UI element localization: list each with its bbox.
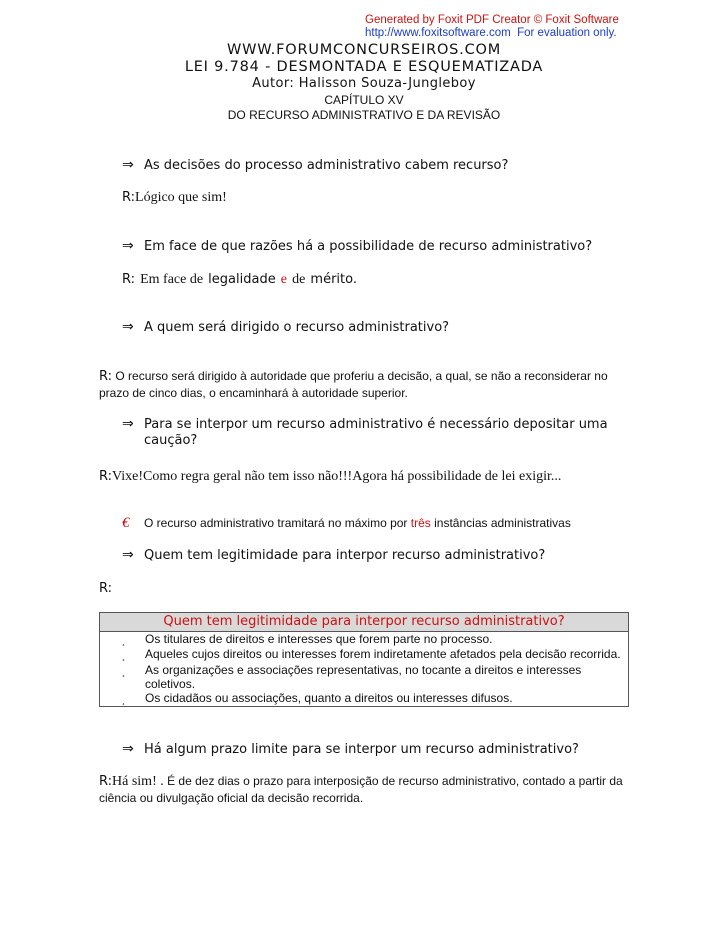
answer-3-line2: prazo de cinco dias, o encaminhará à autoridade superior. bbox=[99, 386, 408, 400]
question-2 bbox=[122, 238, 592, 254]
arrow-icon: ⇒ bbox=[122, 157, 134, 173]
table-row-text: As organizações e associações representativas, no tocante a direitos e interesses bbox=[145, 663, 582, 677]
bullet-icon: ¸ bbox=[122, 636, 126, 647]
answer-1-text: Lógico que sim! bbox=[135, 190, 227, 205]
answer-5-label: R: bbox=[99, 581, 113, 596]
answer-2-e: e bbox=[280, 272, 288, 287]
answer-3 bbox=[99, 368, 629, 402]
note-post: instâncias administrativas bbox=[434, 516, 571, 530]
question-6-text: Há algum prazo limite para se interpor um recurso administrativo? bbox=[144, 742, 579, 757]
question-4-line2: caução? bbox=[144, 433, 198, 448]
question-6 bbox=[122, 741, 579, 757]
answer-2-de: de bbox=[292, 272, 306, 287]
question-4-line1: Para se interpor um recurso administrativo é necessário depositar uma bbox=[144, 417, 608, 432]
question-5-text: Quem tem legitimidade para interpor recurso administrativo? bbox=[144, 548, 546, 563]
question-5 bbox=[122, 547, 545, 563]
answer-4 bbox=[99, 465, 561, 485]
table-row-text: Os titulares de direitos e interesses que forem parte no processo. bbox=[145, 632, 493, 646]
watermark-url[interactable]: http://www.foxitsoftware.com bbox=[365, 27, 511, 39]
header-law-title: LEI 9.784 - DESMONTADA E ESQUEMATIZADA bbox=[184, 59, 544, 75]
note-instancias bbox=[122, 515, 571, 532]
watermark-note: For evaluation only. bbox=[517, 27, 617, 39]
header-chapter-title: DO RECURSO ADMINISTRATIVO E DA REVISÃO bbox=[227, 108, 501, 122]
bullet-icon: ¸ bbox=[122, 667, 126, 678]
answer-6-lead: Há sim! . bbox=[112, 774, 164, 789]
header-chapter: CAPÍTULO XV bbox=[324, 93, 404, 107]
answer-1 bbox=[122, 186, 227, 206]
answer-2-merito: mérito. bbox=[310, 272, 357, 287]
header-site: WWW.FORUMCONCURSEIROS.COM bbox=[226, 42, 502, 58]
answer-label: R: bbox=[122, 190, 136, 205]
answer-6 bbox=[99, 773, 634, 807]
question-1 bbox=[122, 157, 508, 173]
answer-6-line2: ciência ou divulgação oficial da decisão recorrida. bbox=[99, 791, 364, 805]
legitimidade-table bbox=[99, 612, 629, 707]
watermark-line2 bbox=[365, 27, 617, 39]
answer-2 bbox=[122, 268, 357, 288]
answer-label: R: bbox=[99, 369, 113, 384]
bullet-icon: ¸ bbox=[122, 695, 126, 706]
question-3 bbox=[122, 319, 449, 335]
answer-label: R: bbox=[99, 774, 113, 789]
question-3-text: A quem será dirigido o recurso administrativo? bbox=[144, 320, 450, 335]
answer-2-pre: Em face de bbox=[140, 272, 204, 287]
note-pre: O recurso administrativo tramitará no máximo por bbox=[144, 516, 408, 530]
answer-2-legalidade: legalidade bbox=[208, 272, 276, 287]
question-4 bbox=[122, 416, 608, 432]
bullet-icon: ¸ bbox=[122, 651, 126, 662]
table-header: Quem tem legitimidade para interpor recurso administrativo? bbox=[100, 613, 628, 632]
watermark-line1: Generated by Foxit PDF Creator © Foxit Software bbox=[365, 14, 619, 26]
table-row-text: Os cidadãos ou associações, quanto a direitos ou interesses difusos. bbox=[145, 691, 513, 705]
table-row-text-cont: coletivos. bbox=[145, 677, 196, 691]
question-1-text: As decisões do processo administrativo cabem recurso? bbox=[144, 158, 509, 173]
table-row-text: Aqueles cujos direitos ou interesses forem indiretamente afetados pela decisão recorrida. bbox=[145, 647, 621, 661]
arrow-icon: ⇒ bbox=[122, 416, 134, 432]
answer-4-text: Vixe!Como regra geral não tem isso não!!!Agora há possibilidade de lei exigir... bbox=[112, 469, 562, 484]
arrow-icon: ⇒ bbox=[122, 741, 134, 757]
answer-6-line1: É de dez dias o prazo para interposição de recurso administrativo, contado a partir da bbox=[167, 774, 623, 788]
euro-icon: € bbox=[122, 515, 130, 531]
arrow-icon: ⇒ bbox=[122, 319, 134, 335]
question-2-text: Em face de que razões há a possibilidade de recurso administrativo? bbox=[144, 239, 593, 254]
note-highlight: três bbox=[410, 516, 431, 530]
arrow-icon: ⇒ bbox=[122, 547, 134, 563]
answer-label: R: bbox=[122, 272, 136, 287]
arrow-icon: ⇒ bbox=[122, 238, 134, 254]
answer-label: R: bbox=[99, 469, 113, 484]
answer-3-line1: O recurso será dirigido à autoridade que proferiu a decisão, a qual, se não a reconsiderar no bbox=[115, 369, 608, 383]
header-author: Autor: Halisson Souza-Jungleboy bbox=[252, 76, 476, 91]
